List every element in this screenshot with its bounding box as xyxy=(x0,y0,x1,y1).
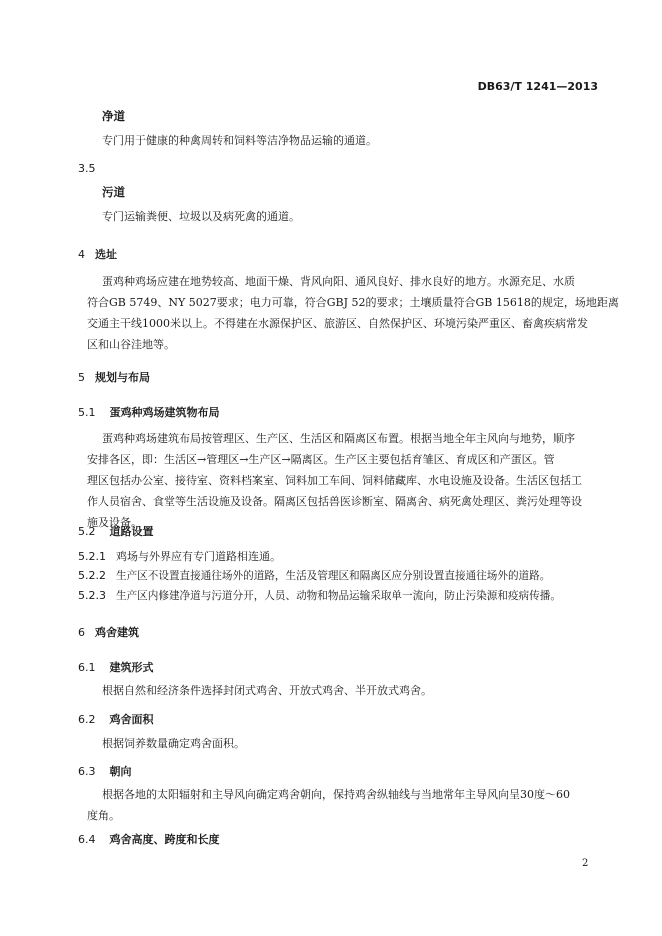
clause-5-2-3 xyxy=(78,588,561,603)
clause-text: 生产区内修建净道与污道分开，人员、动物和物品运输采取单一流向，防止污染源和疫病传播。 xyxy=(116,590,561,602)
clause-text: 生产区不设置直接通往场外的道路，生活及管理区和隔离区应分别设置直接通往场外的道路。 xyxy=(116,570,551,582)
standard-code-header: DB63/T 1241—2013 xyxy=(477,80,598,93)
section-4-heading xyxy=(78,246,117,262)
section-title: 建筑形式 xyxy=(109,661,154,674)
term-dirty-road: 污道 xyxy=(102,185,125,199)
section-5-1-heading xyxy=(78,404,220,420)
section-6-heading xyxy=(78,624,139,640)
section-number: 5 xyxy=(78,371,85,384)
clause-number: 5.2.2 xyxy=(78,569,106,582)
paragraph-line: 符合GB 5749、NY 5027要求；电力可靠，符合GBJ 52的要求；土壤质量符合GB 15618的规定，场地距离 xyxy=(87,296,619,309)
section-number: 6.1 xyxy=(78,661,96,674)
clause-5-2-2 xyxy=(78,568,550,583)
section-6-2-heading xyxy=(78,711,154,727)
term-dirty-road-definition: 专门运输粪便、垃圾以及病死禽的通道。 xyxy=(102,210,300,223)
section-title: 蛋鸡种鸡场建筑物布局 xyxy=(109,406,220,419)
section-title: 朝向 xyxy=(109,765,132,778)
paragraph-line: 安排各区，即：生活区→管理区→生产区→隔离区。生产区主要包括育雏区、育成区和产蛋区。管 xyxy=(87,453,555,466)
section-title: 选址 xyxy=(95,248,117,261)
section-6-3-heading xyxy=(78,763,132,779)
page-number: 2 xyxy=(582,858,589,869)
section-number: 4 xyxy=(78,248,85,261)
section-5-heading xyxy=(78,369,150,385)
section-5-2-heading xyxy=(78,523,154,539)
section-title: 鸡舍高度、跨度和长度 xyxy=(109,833,220,846)
paragraph-line: 施及设备。 xyxy=(87,516,142,529)
paragraph-line: 根据饲养数量确定鸡舍面积。 xyxy=(102,737,245,750)
clause-5-2-1 xyxy=(78,548,281,564)
term-clean-road-definition: 专门用于健康的种禽周转和饲料等洁净物品运输的通道。 xyxy=(102,134,377,147)
paragraph-line: 根据各地的太阳辐射和主导风向确定鸡舍朝向，保持鸡舍纵轴线与当地常年主导风向呈30度～60 xyxy=(102,788,570,801)
section-title: 鸡舍面积 xyxy=(109,713,154,726)
section-number: 6 xyxy=(78,626,85,639)
section-title: 道路设置 xyxy=(109,525,154,538)
paragraph-line: 交通主干线1000米以上。不得建在水源保护区、旅游区、自然保护区、环境污染严重区、畜禽疾病常发 xyxy=(87,317,588,330)
paragraph-line: 蛋鸡种鸡场建筑布局按管理区、生产区、生活区和隔离区布置。根据当地全年主风向与地势，顺序 xyxy=(102,432,575,445)
paragraph-line: 度角。 xyxy=(87,809,120,822)
section-title: 鸡舍建筑 xyxy=(95,626,139,639)
section-number: 6.2 xyxy=(78,713,96,726)
section-number: 5.1 xyxy=(78,406,96,419)
term-clean-road: 净道 xyxy=(102,109,125,123)
section-number: 5.2 xyxy=(78,525,96,538)
clause-number-3-5: 3.5 xyxy=(78,162,96,175)
section-number: 6.3 xyxy=(78,765,96,778)
section-6-4-heading xyxy=(78,831,220,847)
clause-number: 5.2.1 xyxy=(78,550,106,563)
section-title: 规划与布局 xyxy=(95,371,150,384)
paragraph-line: 根据自然和经济条件选择封闭式鸡舍、开放式鸡舍、半开放式鸡舍。 xyxy=(102,684,432,697)
paragraph-line: 作人员宿舍、食堂等生活设施及设备。隔离区包括兽医诊断室、隔离舍、病死禽处理区、粪污处理等设 xyxy=(87,495,582,508)
paragraph-line: 区和山谷洼地等。 xyxy=(87,338,175,351)
clause-number: 5.2.3 xyxy=(78,589,106,602)
paragraph-line: 理区包括办公室、接待室、资料档案室、饲料加工车间、饲料储藏库、水电设施及设备。生活区包括工 xyxy=(87,474,582,487)
clause-text: 鸡场与外界应有专门道路相连通。 xyxy=(116,550,281,563)
section-number: 6.4 xyxy=(78,833,96,846)
paragraph-line: 蛋鸡种鸡场应建在地势较高、地面干燥、背风向阳、通风良好、排水良好的地方。水源充足、水质 xyxy=(102,275,575,288)
section-6-1-heading xyxy=(78,659,154,675)
